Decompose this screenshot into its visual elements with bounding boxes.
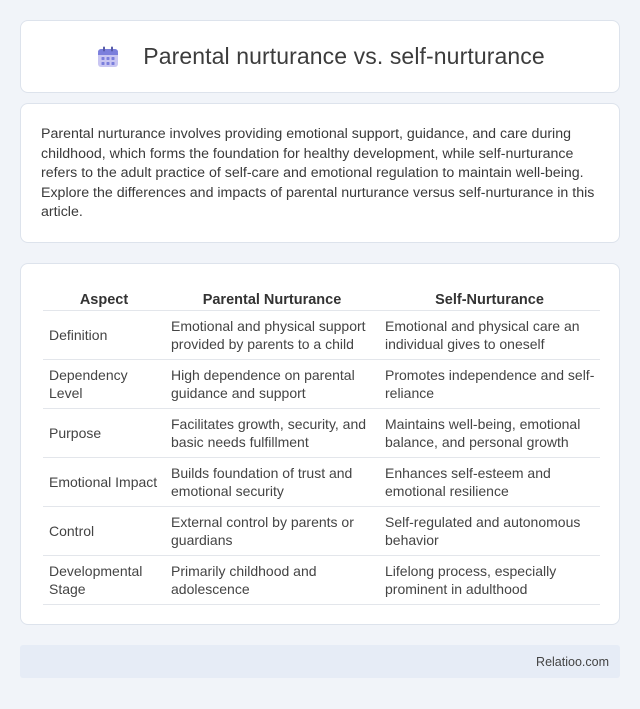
calendar-icon bbox=[95, 44, 121, 70]
row-self-cell: Promotes independence and self-reliance bbox=[379, 359, 600, 408]
header-parental: Parental Nurturance bbox=[165, 284, 379, 310]
row-self-cell: Enhances self-esteem and emotional resilience bbox=[379, 457, 600, 506]
row-parental-cell: External control by parents or guardians bbox=[165, 506, 379, 555]
intro-paragraph: Parental nurturance involves providing emotional support, guidance, and care during childhood, which forms the foundation for healthy development, while self-nurturance refers to the adult practice of self-care and emotional regulation to maintain well-being. Explore the differences and impacts of parental nurturance versus self-nurturance in this article. bbox=[41, 126, 595, 221]
row-aspect-cell: Dependency Level bbox=[43, 359, 165, 408]
table-row bbox=[43, 408, 600, 457]
title-card bbox=[20, 20, 620, 93]
footer bbox=[20, 645, 620, 678]
row-self-cell: Lifelong process, especially prominent in adulthood bbox=[379, 555, 600, 604]
page-title: Parental nurturance vs. self-nurturance bbox=[143, 43, 545, 69]
footer-site-name: Relatioo.com bbox=[536, 654, 609, 669]
row-self-cell: Self-regulated and autonomous behavior bbox=[379, 506, 600, 555]
header-self: Self-Nurturance bbox=[379, 284, 600, 310]
row-self-cell: Emotional and physical care an individual gives to oneself bbox=[379, 310, 600, 359]
comparison-table bbox=[43, 284, 600, 605]
row-aspect-cell: Control bbox=[43, 506, 165, 555]
row-aspect-cell: Definition bbox=[43, 310, 165, 359]
row-aspect-cell: Purpose bbox=[43, 408, 165, 457]
table-row bbox=[43, 359, 600, 408]
row-parental-cell: Builds foundation of trust and emotional security bbox=[165, 457, 379, 506]
table-header-row bbox=[43, 284, 600, 310]
row-parental-cell: High dependence on parental guidance and support bbox=[165, 359, 379, 408]
table-row bbox=[43, 310, 600, 359]
table-row bbox=[43, 457, 600, 506]
header-aspect: Aspect bbox=[43, 284, 165, 310]
row-aspect-cell: Developmental Stage bbox=[43, 555, 165, 604]
intro-card bbox=[20, 103, 620, 243]
row-parental-cell: Facilitates growth, security, and basic needs fulfillment bbox=[165, 408, 379, 457]
row-aspect-cell: Emotional Impact bbox=[43, 457, 165, 506]
row-parental-cell: Primarily childhood and adolescence bbox=[165, 555, 379, 604]
table-row bbox=[43, 506, 600, 555]
row-parental-cell: Emotional and physical support provided by parents to a child bbox=[165, 310, 379, 359]
table-row bbox=[43, 555, 600, 604]
row-self-cell: Maintains well-being, emotional balance, and personal growth bbox=[379, 408, 600, 457]
comparison-card bbox=[20, 263, 620, 625]
